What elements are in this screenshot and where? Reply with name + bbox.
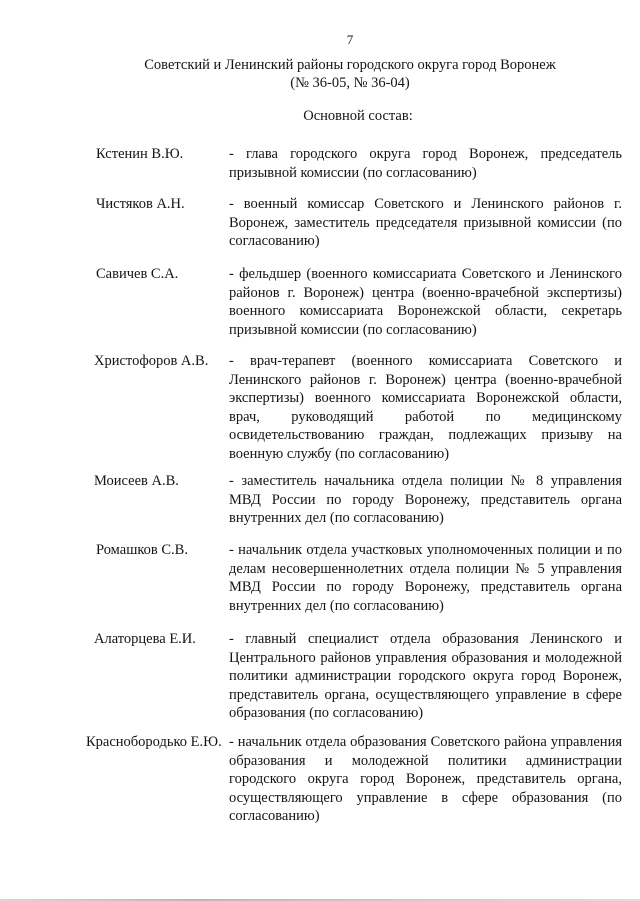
member-name: Ромашков С.В. xyxy=(96,542,188,558)
member-name: Алаторцева Е.И. xyxy=(94,631,196,647)
section-title: Основной состав: xyxy=(303,108,413,124)
member-role: - начальник отдела образования Советского района управления образования и молодежной политики администрации городского округа город Воронеж, представитель органа, осуществляющего управление в сфере образования (по согласованию) xyxy=(229,734,622,825)
page-number: 7 xyxy=(346,32,354,47)
member-name: Кстенин В.Ю. xyxy=(96,146,184,162)
member-name: Моисеев А.В. xyxy=(94,473,179,489)
member-name: Краснобородько Е.Ю. xyxy=(86,734,222,750)
member-name: Савичев С.А. xyxy=(96,266,179,282)
member-role: - заместитель начальника отдела полиции № 8 управления МВД России по городу Воронежу, представитель органа внутренних дел (по согласованию) xyxy=(229,473,622,527)
heading-district-codes: (№ 36-05, № 36-04) xyxy=(290,75,410,91)
member-role: - главный специалист отдела образования Ленинского и Центрального районов управления образования и молодежной политики администрации городского округа город Воронеж, представитель органа, осуществляющего управление в сфере образования (по согласованию) xyxy=(229,631,622,722)
member-role: - фельдшер (военного комиссариата Советского и Ленинского районов г. Воронеж) центра (военно-врачебной экспертизы) военного комиссариата Воронежской области, секретарь призывной комиссии (по согласованию) xyxy=(229,266,622,338)
member-role: - военный комиссар Советского и Ленинского районов г. Воронеж, заместитель председателя призывной комиссии (по согласованию) xyxy=(229,196,622,250)
member-name: Христофоров А.В. xyxy=(94,353,209,369)
document-heading xyxy=(0,56,640,92)
member-name: Чистяков А.Н. xyxy=(96,196,185,212)
member-role: - врач-терапевт (военного комиссариата Советского и Ленинского районов г. Воронеж) центра (военно-врачебной экспертизы) военного комиссариата Воронежской области, врач, руководящий работой по медицинскому освидетельствованию граждан, подлежащих призыву на военную службу (по согласованию) xyxy=(229,353,622,462)
heading-districts: Советский и Ленинский районы городского округа город Воронеж xyxy=(144,57,556,73)
member-role: - начальник отдела участковых уполномоченных полиции и по делам несовершеннолетних отдела полиции № 5 управления МВД России по городу Воронежу, представитель органа внутренних дел (по согласованию) xyxy=(229,542,622,614)
member-role: - глава городского округа город Воронеж, председатель призывной комиссии (по согласованию) xyxy=(229,146,622,181)
